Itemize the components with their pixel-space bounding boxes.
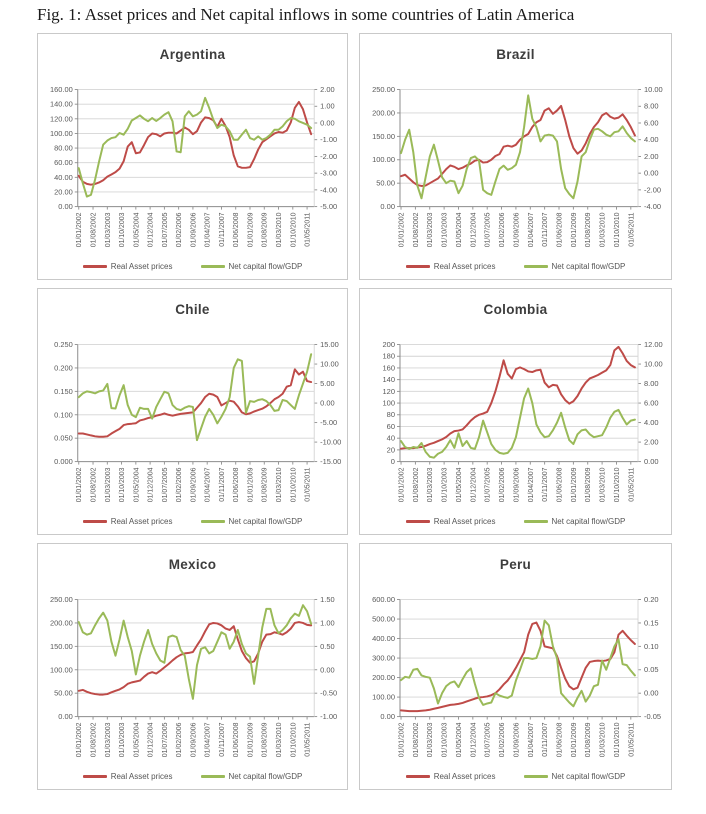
chart-title-brazil: Brazil (496, 47, 535, 62)
svg-text:01/01/2009: 01/01/2009 (570, 467, 578, 503)
svg-text:0.00: 0.00 (644, 457, 659, 467)
svg-text:01/08/2009: 01/08/2009 (585, 722, 593, 758)
svg-text:10.00: 10.00 (644, 85, 663, 95)
svg-text:01/12/2004: 01/12/2004 (147, 722, 155, 758)
svg-text:01/04/2007: 01/04/2007 (527, 212, 535, 248)
asset-line-swatch (83, 775, 107, 778)
svg-text:01/05/2011: 01/05/2011 (628, 212, 636, 247)
svg-text:150.00: 150.00 (50, 641, 73, 651)
svg-text:0.00: 0.00 (380, 202, 395, 212)
svg-text:-1.00: -1.00 (320, 712, 338, 722)
svg-text:01/02/2006: 01/02/2006 (499, 467, 507, 503)
svg-text:-5.00: -5.00 (320, 418, 338, 428)
svg-text:60.00: 60.00 (54, 158, 73, 168)
svg-text:01/08/2009: 01/08/2009 (585, 212, 593, 248)
chart-panel-mexico (37, 543, 348, 790)
svg-text:01/12/2004: 01/12/2004 (470, 212, 478, 248)
svg-text:0.00: 0.00 (380, 712, 395, 722)
svg-text:1.00: 1.00 (320, 101, 335, 111)
svg-text:15.00: 15.00 (320, 340, 339, 350)
svg-text:01/10/2003: 01/10/2003 (119, 722, 127, 758)
svg-text:01/06/2008: 01/06/2008 (556, 467, 564, 503)
legend-label-asset: Real Asset prices (110, 772, 173, 781)
svg-text:8.00: 8.00 (644, 101, 659, 111)
svg-text:01/04/2007: 01/04/2007 (527, 722, 535, 758)
chart-title-argentina: Argentina (159, 47, 226, 62)
svg-text:01/10/2003: 01/10/2003 (441, 212, 449, 248)
svg-text:0.050: 0.050 (54, 433, 73, 443)
svg-text:01/05/2004: 01/05/2004 (133, 467, 141, 503)
svg-text:140: 140 (382, 375, 395, 385)
svg-text:100.00: 100.00 (50, 128, 73, 138)
svg-text:01/02/2006: 01/02/2006 (176, 722, 184, 758)
flow-line-swatch (201, 775, 225, 778)
legend-label-asset: Real Asset prices (110, 517, 173, 526)
chart-panel-chile (37, 288, 348, 535)
svg-text:100.00: 100.00 (372, 692, 395, 702)
legend-label-flow: Net capital flow/GDP (551, 262, 626, 271)
svg-text:01/06/2008: 01/06/2008 (233, 722, 241, 758)
svg-text:01/01/2002: 01/01/2002 (76, 212, 84, 248)
svg-text:1.50: 1.50 (320, 595, 335, 605)
legend-label-asset: Real Asset prices (433, 262, 496, 271)
svg-text:-3.00: -3.00 (320, 168, 338, 178)
svg-text:01/10/2003: 01/10/2003 (441, 467, 449, 503)
chart-legend (38, 262, 347, 271)
svg-text:0.00: 0.00 (644, 168, 659, 178)
legend-label-asset: Real Asset prices (110, 262, 173, 271)
svg-text:100.00: 100.00 (50, 665, 73, 675)
svg-text:01/10/2010: 01/10/2010 (290, 467, 298, 503)
svg-text:01/03/2003: 01/03/2003 (104, 212, 112, 248)
chart-canvas-colombia (360, 289, 671, 534)
svg-text:0.50: 0.50 (320, 641, 335, 651)
svg-text:01/11/2007: 01/11/2007 (542, 467, 550, 502)
flow-line-swatch (524, 265, 548, 268)
svg-text:120.00: 120.00 (50, 114, 73, 124)
svg-text:01/08/2009: 01/08/2009 (261, 212, 269, 248)
svg-text:0.00: 0.00 (320, 665, 335, 675)
svg-text:140.00: 140.00 (50, 99, 73, 109)
svg-text:0.000: 0.000 (54, 457, 73, 467)
svg-text:01/03/2010: 01/03/2010 (599, 212, 607, 248)
svg-text:500.00: 500.00 (372, 614, 395, 624)
svg-text:01/01/2009: 01/01/2009 (247, 212, 255, 248)
svg-text:0: 0 (390, 457, 395, 467)
svg-text:20.00: 20.00 (54, 187, 73, 197)
svg-text:0.15: 0.15 (644, 618, 659, 628)
svg-text:01/10/2010: 01/10/2010 (613, 467, 621, 503)
svg-text:01/10/2010: 01/10/2010 (290, 722, 298, 758)
svg-text:01/05/2011: 01/05/2011 (304, 722, 312, 757)
svg-text:01/08/2002: 01/08/2002 (90, 722, 98, 758)
svg-text:250.00: 250.00 (50, 595, 73, 605)
legend-label-flow: Net capital flow/GDP (228, 262, 303, 271)
svg-text:01/10/2003: 01/10/2003 (441, 722, 449, 758)
svg-text:01/07/2005: 01/07/2005 (161, 212, 169, 248)
svg-text:6.00: 6.00 (644, 118, 659, 128)
chart-title-mexico: Mexico (168, 557, 217, 572)
svg-text:01/07/2005: 01/07/2005 (484, 212, 492, 248)
svg-text:01/08/2002: 01/08/2002 (412, 467, 420, 503)
svg-text:40.00: 40.00 (54, 172, 73, 182)
svg-text:0.200: 0.200 (54, 363, 73, 373)
svg-text:160: 160 (382, 363, 395, 373)
svg-text:01/05/2011: 01/05/2011 (628, 722, 636, 757)
svg-text:01/12/2004: 01/12/2004 (470, 722, 478, 758)
svg-text:01/01/2002: 01/01/2002 (398, 467, 406, 503)
svg-text:01/08/2002: 01/08/2002 (90, 467, 98, 503)
legend-label-flow: Net capital flow/GDP (228, 517, 303, 526)
flow-line-swatch (524, 775, 548, 778)
svg-text:01/08/2009: 01/08/2009 (261, 722, 269, 758)
svg-text:5.00: 5.00 (320, 379, 335, 389)
svg-text:180: 180 (382, 351, 395, 361)
svg-text:01/10/2010: 01/10/2010 (290, 212, 298, 248)
svg-text:4.00: 4.00 (644, 135, 659, 145)
asset-line-swatch (406, 775, 430, 778)
legend-label-flow: Net capital flow/GDP (228, 772, 303, 781)
svg-text:01/03/2010: 01/03/2010 (599, 722, 607, 758)
svg-text:10.00: 10.00 (644, 359, 663, 369)
svg-text:-4.00: -4.00 (320, 185, 338, 195)
svg-text:01/11/2007: 01/11/2007 (542, 722, 550, 757)
flow-line-swatch (201, 265, 225, 268)
svg-text:01/06/2008: 01/06/2008 (556, 722, 564, 758)
svg-text:120: 120 (382, 386, 395, 396)
chart-panel-peru (359, 543, 672, 790)
svg-text:01/07/2005: 01/07/2005 (484, 722, 492, 758)
svg-text:-10.00: -10.00 (320, 437, 342, 447)
chart-legend (360, 517, 671, 526)
svg-text:01/01/2009: 01/01/2009 (247, 722, 255, 758)
svg-text:300.00: 300.00 (372, 653, 395, 663)
svg-text:250.00: 250.00 (372, 85, 395, 95)
svg-text:01/08/2002: 01/08/2002 (90, 212, 98, 248)
asset-line-swatch (83, 265, 107, 268)
svg-text:01/03/2003: 01/03/2003 (427, 467, 435, 503)
chart-panel-colombia (359, 288, 672, 535)
svg-text:01/06/2008: 01/06/2008 (233, 212, 241, 248)
chart-canvas-peru (360, 544, 671, 789)
svg-text:0.20: 0.20 (644, 595, 659, 605)
svg-text:01/01/2009: 01/01/2009 (570, 722, 578, 758)
svg-text:50.00: 50.00 (54, 688, 73, 698)
svg-text:01/04/2007: 01/04/2007 (204, 722, 212, 758)
svg-text:01/03/2003: 01/03/2003 (427, 722, 435, 758)
svg-text:160.00: 160.00 (50, 85, 73, 95)
chart-legend (360, 262, 671, 271)
svg-text:200.00: 200.00 (50, 618, 73, 628)
svg-text:100: 100 (382, 398, 395, 408)
svg-text:01/09/2006: 01/09/2006 (513, 212, 521, 248)
svg-text:0.150: 0.150 (54, 386, 73, 396)
svg-text:80: 80 (386, 410, 395, 420)
svg-text:2.00: 2.00 (644, 437, 659, 447)
svg-text:0.00: 0.00 (320, 398, 335, 408)
svg-text:01/05/2004: 01/05/2004 (455, 467, 463, 503)
svg-text:01/03/2003: 01/03/2003 (427, 212, 435, 248)
flow-line-swatch (524, 520, 548, 523)
svg-text:01/02/2006: 01/02/2006 (499, 212, 507, 248)
svg-text:01/08/2009: 01/08/2009 (585, 467, 593, 503)
svg-text:01/05/2011: 01/05/2011 (304, 212, 312, 247)
svg-text:01/10/2010: 01/10/2010 (613, 212, 621, 248)
svg-text:01/04/2007: 01/04/2007 (204, 212, 212, 248)
svg-text:01/11/2007: 01/11/2007 (542, 212, 550, 247)
svg-text:01/08/2002: 01/08/2002 (412, 212, 420, 248)
svg-text:-1.00: -1.00 (320, 135, 338, 145)
legend-label-flow: Net capital flow/GDP (551, 772, 626, 781)
chart-title-chile: Chile (175, 302, 210, 317)
svg-text:-15.00: -15.00 (320, 457, 342, 467)
svg-text:0.05: 0.05 (644, 665, 659, 675)
svg-text:600.00: 600.00 (372, 595, 395, 605)
asset-line-swatch (83, 520, 107, 523)
svg-text:01/09/2006: 01/09/2006 (513, 467, 521, 503)
svg-text:01/09/2006: 01/09/2006 (190, 722, 198, 758)
svg-text:01/07/2005: 01/07/2005 (161, 467, 169, 503)
svg-text:0.00: 0.00 (58, 712, 73, 722)
svg-text:01/05/2004: 01/05/2004 (133, 722, 141, 758)
svg-text:01/02/2006: 01/02/2006 (176, 212, 184, 248)
svg-text:01/06/2008: 01/06/2008 (556, 212, 564, 248)
svg-text:01/06/2008: 01/06/2008 (233, 467, 241, 503)
svg-text:0.00: 0.00 (58, 202, 73, 212)
chart-legend (38, 772, 347, 781)
chart-legend (360, 772, 671, 781)
chart-title-peru: Peru (499, 557, 532, 572)
legend-label-asset: Real Asset prices (433, 517, 496, 526)
svg-text:-0.50: -0.50 (320, 688, 338, 698)
svg-text:01/10/2003: 01/10/2003 (119, 212, 127, 248)
svg-text:01/12/2004: 01/12/2004 (147, 467, 155, 503)
legend-label-flow: Net capital flow/GDP (551, 517, 626, 526)
asset-line-swatch (406, 520, 430, 523)
svg-text:01/05/2004: 01/05/2004 (455, 722, 463, 758)
chart-panel-argentina (37, 33, 348, 280)
svg-text:400.00: 400.00 (372, 634, 395, 644)
svg-text:01/01/2002: 01/01/2002 (76, 722, 84, 758)
svg-text:01/05/2004: 01/05/2004 (133, 212, 141, 248)
svg-text:01/01/2002: 01/01/2002 (76, 467, 84, 503)
svg-text:01/03/2010: 01/03/2010 (276, 722, 284, 758)
svg-text:01/07/2005: 01/07/2005 (161, 722, 169, 758)
svg-text:01/03/2010: 01/03/2010 (599, 467, 607, 503)
svg-text:2.00: 2.00 (320, 85, 335, 95)
asset-line-swatch (406, 265, 430, 268)
chart-canvas-argentina (38, 34, 347, 279)
legend-label-asset: Real Asset prices (433, 772, 496, 781)
svg-text:01/11/2007: 01/11/2007 (218, 212, 226, 247)
svg-text:01/10/2010: 01/10/2010 (613, 722, 621, 758)
svg-text:0.10: 0.10 (644, 641, 659, 651)
svg-text:0.100: 0.100 (54, 410, 73, 420)
chart-panel-brazil (359, 33, 672, 280)
svg-text:01/08/2002: 01/08/2002 (412, 722, 420, 758)
svg-text:01/02/2006: 01/02/2006 (499, 722, 507, 758)
svg-text:200: 200 (382, 340, 395, 350)
svg-text:-4.00: -4.00 (644, 202, 662, 212)
svg-text:-2.00: -2.00 (320, 151, 338, 161)
svg-text:01/05/2004: 01/05/2004 (455, 212, 463, 248)
svg-text:50.00: 50.00 (376, 178, 395, 188)
svg-text:01/05/2011: 01/05/2011 (304, 467, 312, 502)
svg-text:1.00: 1.00 (320, 618, 335, 628)
chart-canvas-brazil (360, 34, 671, 279)
svg-text:12.00: 12.00 (644, 340, 663, 350)
chart-legend (38, 517, 347, 526)
svg-text:01/09/2006: 01/09/2006 (190, 212, 198, 248)
svg-text:200.00: 200.00 (372, 673, 395, 683)
svg-text:01/04/2007: 01/04/2007 (527, 467, 535, 503)
chart-title-colombia: Colombia (483, 302, 548, 317)
svg-text:150.00: 150.00 (372, 131, 395, 141)
svg-text:01/01/2002: 01/01/2002 (398, 212, 406, 248)
svg-text:01/04/2007: 01/04/2007 (204, 467, 212, 503)
svg-text:01/12/2004: 01/12/2004 (147, 212, 155, 248)
svg-text:0.00: 0.00 (644, 688, 659, 698)
flow-line-swatch (201, 520, 225, 523)
svg-text:01/03/2010: 01/03/2010 (276, 467, 284, 503)
svg-text:0.00: 0.00 (320, 118, 335, 128)
chart-canvas-chile (38, 289, 347, 534)
svg-text:-2.00: -2.00 (644, 185, 662, 195)
svg-text:0.250: 0.250 (54, 340, 73, 350)
svg-text:6.00: 6.00 (644, 398, 659, 408)
svg-text:01/01/2009: 01/01/2009 (247, 467, 255, 503)
svg-text:01/01/2009: 01/01/2009 (570, 212, 578, 248)
svg-text:01/11/2007: 01/11/2007 (218, 722, 226, 757)
svg-text:80.00: 80.00 (54, 143, 73, 153)
svg-text:20: 20 (386, 445, 395, 455)
svg-text:01/11/2007: 01/11/2007 (218, 467, 226, 502)
svg-text:01/10/2003: 01/10/2003 (119, 467, 127, 503)
svg-text:01/07/2005: 01/07/2005 (484, 467, 492, 503)
svg-text:-5.00: -5.00 (320, 202, 338, 212)
svg-text:01/02/2006: 01/02/2006 (176, 467, 184, 503)
svg-text:8.00: 8.00 (644, 379, 659, 389)
svg-text:4.00: 4.00 (644, 418, 659, 428)
svg-text:01/05/2011: 01/05/2011 (628, 467, 636, 502)
svg-text:40: 40 (386, 433, 395, 443)
svg-text:01/09/2006: 01/09/2006 (190, 467, 198, 503)
svg-text:01/03/2010: 01/03/2010 (276, 212, 284, 248)
svg-text:60: 60 (386, 421, 395, 431)
chart-canvas-mexico (38, 544, 347, 789)
svg-text:01/08/2009: 01/08/2009 (261, 467, 269, 503)
svg-text:2.00: 2.00 (644, 151, 659, 161)
svg-text:01/03/2003: 01/03/2003 (104, 722, 112, 758)
svg-text:01/03/2003: 01/03/2003 (104, 467, 112, 503)
svg-text:01/01/2002: 01/01/2002 (398, 722, 406, 758)
svg-text:-0.05: -0.05 (644, 712, 662, 722)
svg-text:01/09/2006: 01/09/2006 (513, 722, 521, 758)
figure-caption: Fig. 1: Asset prices and Net capital inflows in some countries of Latin America (37, 5, 575, 24)
svg-text:01/12/2004: 01/12/2004 (470, 467, 478, 503)
svg-text:200.00: 200.00 (372, 108, 395, 118)
svg-text:100.00: 100.00 (372, 155, 395, 165)
svg-text:10.00: 10.00 (320, 359, 339, 369)
